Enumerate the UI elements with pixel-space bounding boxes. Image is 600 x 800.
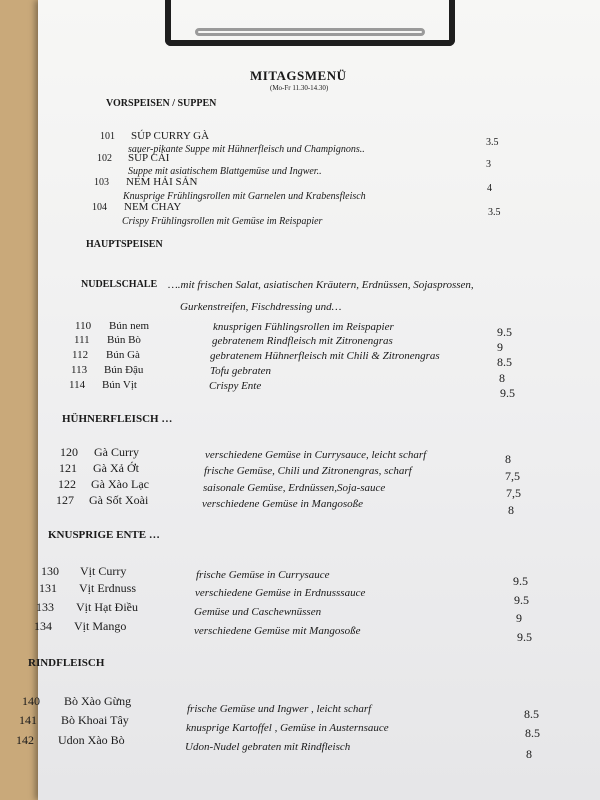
dish-price: 7,5 bbox=[506, 486, 521, 500]
dish-description: gebratenem Rindfleisch mit Zitronengras bbox=[212, 335, 393, 347]
dish-description: knusprige Kartoffel , Gemüse in Austernsauce bbox=[186, 722, 389, 734]
dish-description: Knusprige Frühlingsrollen mit Garnelen und Krabensfleisch bbox=[123, 191, 366, 202]
dish-price: 4 bbox=[487, 183, 492, 194]
dish-description: frische Gemüse in Currysauce bbox=[196, 569, 330, 581]
nudelschale-intro-2: Gurkenstreifen, Fischdressing und… bbox=[180, 301, 342, 313]
item-number: 113 bbox=[71, 364, 88, 376]
nudelschale-intro: ….mit frischen Salat, asiatischen Kräutern, Erdnüssen, Sojasprossen, bbox=[168, 279, 474, 291]
dish-description: Suppe mit asiatischem Blattgemüse und Ingwer.. bbox=[128, 166, 322, 177]
dish-price: 8.5 bbox=[525, 726, 540, 740]
dish-name: Bò Khoai Tây bbox=[61, 713, 129, 727]
section-hauptspeisen: HAUPTSPEISEN bbox=[86, 239, 163, 250]
dish-description: verschiedene Gemüse in Currysauce, leicht scharf bbox=[205, 449, 427, 461]
dish-name: Gà Curry bbox=[94, 445, 139, 459]
dish-price: 9.5 bbox=[497, 325, 512, 339]
dish-description: sauer-pikante Suppe mit Hühnerfleisch und Champignons.. bbox=[128, 144, 365, 155]
dish-name: SÚP CURRY GÀ bbox=[131, 130, 210, 142]
menu-sheet bbox=[38, 0, 600, 800]
dish-price: 9 bbox=[497, 340, 503, 354]
section-huhnerfleisch: HÜHNERFLEISCH … bbox=[62, 413, 173, 425]
dish-price: 8 bbox=[499, 371, 505, 385]
clipboard-clip bbox=[165, 0, 455, 48]
dish-price: 9.5 bbox=[500, 386, 515, 400]
dish-price: 8.5 bbox=[524, 707, 539, 721]
dish-description: knusprigen Fühlingsrollen im Reispapier bbox=[213, 321, 394, 333]
dish-name: Gà Sốt Xoài bbox=[89, 493, 149, 507]
section-nudelschale: NUDELSCHALE bbox=[81, 279, 158, 290]
dish-description: Crispy Ente bbox=[209, 380, 262, 392]
dish-price: 8 bbox=[526, 747, 532, 761]
dish-description: Crispy Frühlingsrollen mit Gemüse im Reispapier bbox=[122, 216, 323, 227]
dish-name: Bún Bò bbox=[107, 334, 141, 346]
item-number: 121 bbox=[59, 461, 77, 475]
dish-description: frische Gemüse, Chili und Zitronengras, scharf bbox=[204, 465, 412, 477]
dish-name: Gà Xào Lạc bbox=[91, 477, 149, 491]
dish-price: 9 bbox=[516, 611, 522, 625]
dish-description: frische Gemüse und Ingwer , leicht scharf bbox=[187, 703, 372, 715]
item-number: 114 bbox=[69, 379, 86, 391]
dish-description: Tofu gebraten bbox=[210, 365, 272, 377]
dish-name: SÚP CẢI bbox=[128, 152, 170, 164]
item-number: 103 bbox=[94, 177, 109, 188]
dish-price: 3.5 bbox=[488, 207, 501, 218]
item-number: 142 bbox=[16, 733, 34, 747]
dish-price: 3.5 bbox=[486, 137, 499, 148]
item-number: 111 bbox=[74, 334, 90, 346]
item-number: 101 bbox=[100, 131, 115, 142]
item-number: 104 bbox=[92, 202, 107, 213]
dish-name: NEM CHAY bbox=[124, 201, 182, 213]
dish-price: 9.5 bbox=[517, 630, 532, 644]
dish-name: Vịt Mango bbox=[74, 619, 127, 633]
item-number: 112 bbox=[72, 349, 89, 361]
dish-price: 3 bbox=[486, 159, 491, 170]
item-number: 130 bbox=[41, 564, 59, 578]
section-rindfleisch: RINDFLEISCH bbox=[28, 657, 105, 669]
section-vorspeisen: VORSPEISEN / SUPPEN bbox=[106, 98, 217, 109]
dish-name: Bún Vịt bbox=[102, 379, 137, 391]
dish-description: saisonale Gemüse, Erdnüssen,Soja-sauce bbox=[203, 482, 386, 494]
dish-price: 9.5 bbox=[513, 574, 528, 588]
section-ente: KNUSPRIGE ENTE … bbox=[48, 529, 160, 541]
item-number: 140 bbox=[22, 694, 40, 708]
menu-title: MITAGSMENÜ bbox=[250, 68, 347, 83]
dish-description: gebratenem Hühnerfleisch mit Chili & Zitronengras bbox=[210, 350, 440, 362]
dish-price: 7,5 bbox=[505, 469, 520, 483]
item-number: 133 bbox=[36, 600, 54, 614]
item-number: 102 bbox=[97, 153, 112, 164]
dish-name: NEM HẢI SẢN bbox=[126, 176, 198, 188]
dish-description: Gemüse und Caschewnüssen bbox=[194, 606, 322, 618]
dish-description: Udon-Nudel gebraten mit Rindfleisch bbox=[185, 741, 351, 753]
dish-description: verschiedene Gemüse in Erdnusssauce bbox=[195, 587, 366, 599]
item-number: 141 bbox=[19, 713, 37, 727]
dish-name: Bún Đậu bbox=[104, 364, 144, 376]
dish-price: 8.5 bbox=[497, 355, 512, 369]
dish-price: 8 bbox=[508, 503, 514, 517]
dish-name: Udon Xào Bò bbox=[58, 733, 125, 747]
dish-name: Vịt Erdnuss bbox=[79, 581, 136, 595]
item-number: 134 bbox=[34, 619, 52, 633]
menu-hours: (Mo-Fr 11.30-14.30) bbox=[270, 84, 329, 92]
dish-name: Bò Xào Gừng bbox=[64, 694, 132, 708]
dish-name: Vịt Hạt Điều bbox=[76, 600, 138, 614]
dish-price: 8 bbox=[505, 452, 511, 466]
item-number: 131 bbox=[39, 581, 57, 595]
item-number: 122 bbox=[58, 477, 76, 491]
dish-name: Bún nem bbox=[109, 320, 150, 332]
dish-description: verschiedene Gemüse mit Mangosoße bbox=[194, 625, 361, 637]
dish-name: Gà Xả Ớt bbox=[93, 461, 139, 475]
dish-price: 9.5 bbox=[514, 593, 529, 607]
item-number: 120 bbox=[60, 445, 78, 459]
item-number: 110 bbox=[75, 320, 92, 332]
item-number: 127 bbox=[56, 493, 74, 507]
dish-name: Bún Gà bbox=[106, 349, 140, 361]
dish-description: verschiedene Gemüse in Mangosoße bbox=[202, 498, 363, 510]
dish-name: Vịt Curry bbox=[80, 564, 127, 578]
